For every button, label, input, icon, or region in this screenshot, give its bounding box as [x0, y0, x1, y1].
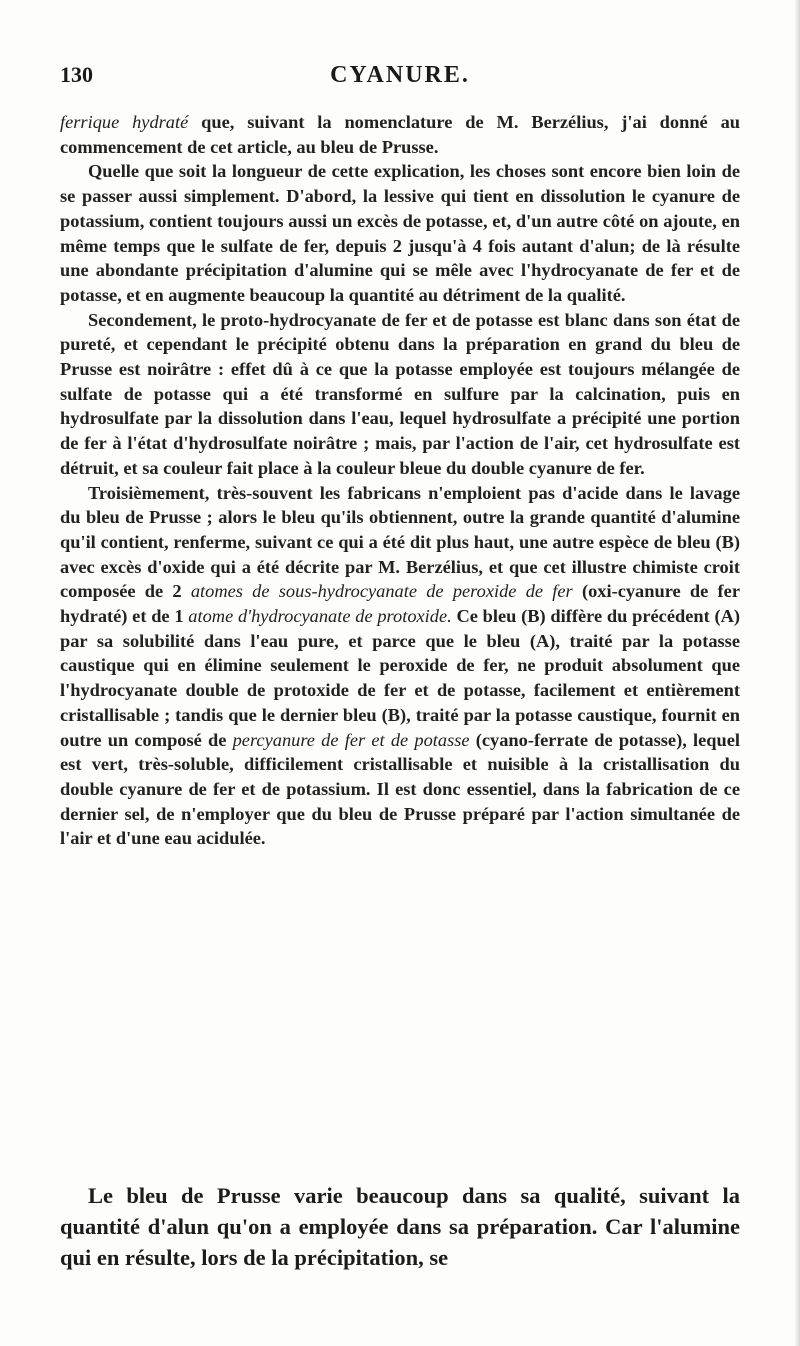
paragraph-text: (oxi-cyanure de fer hydraté) et de 1 [60, 581, 740, 627]
paragraph-2 [60, 159, 740, 307]
running-title: CYANURE. [330, 62, 470, 88]
page-number: 130 [60, 62, 93, 87]
italic-term: ferrique hydraté [60, 112, 189, 132]
paragraph-text: Troisièmement, très-souvent les fabricans n'emploient pas d'acide dans le lavage du bleu de Prusse ; alors le bleu qu'ils obtiennent, outre la grande quantité d'alumine qu'il contient, renferme, suivant ce qui a été dit plus haut, une autre espèce de bleu (B) avec excès d'oxide qui a été décrite par M. Berzélius, et que cet illustre chimiste croit composée de 2 [60, 482, 740, 602]
closing-paragraph: Le bleu de Prusse varie beaucoup dans sa qualité, suivant la quantité d'alun qu'on a employée dans sa préparation. Car l'alumine qui en résulte, lors de la précipitation, se [60, 1183, 740, 1270]
paragraph-text: Secondement, le proto-hydrocyanate de fer et de potasse est blanc dans son état de pureté, et cependant le précipité obtenu dans la préparation en grand du bleu de Prusse est noirâtre : effet dû à ce que la potasse employée est toujours mélangée de sulfate de potasse qui a été transformé en sulfure par la calcination, puis en hydrosulfate par la dissolution dans l'eau, lequel hydrosulfate a précipité une portion de fer à l'état d'hydrosulfate noirâtre ; mais, par l'action de l'air, cet hydrosulfate est détruit, et sa couleur fait place à la couleur bleue du double cyanure de fer. [60, 309, 740, 478]
paragraph-text: Quelle que soit la longueur de cette explication, les choses sont encore bien loin de se passer aussi simplement. D'abord, la lessive qui tient en dissolution le cyanure de potassium, contient toujours aussi un excès de potasse, et, d'un autre côté on ajoute, en même temps que le sulfate de fer, depuis 2 jusqu'à 4 fois autant d'alun; de là résulte une abondante précipitation d'alumine qui se mêle avec l'hydrocyanate de fer et de potasse, et en augmente beaucoup la quantité au détriment de la qualité. [60, 161, 740, 305]
body-text [60, 110, 740, 851]
italic-term: atome d'hydrocyanate de protoxide. [188, 606, 452, 627]
paragraph-4 [60, 481, 740, 852]
italic-term: percyanure de fer et de potasse [232, 729, 470, 750]
paragraph-text: (cyano-ferrate de potasse), lequel est vert, très-soluble, difficilement cristallisable et nuisible à la cristallisation du double cyanure de fer et de potassium. Il est donc essentiel, dans la fabrication de ce dernier sel, de n'employer que du bleu de Prusse préparé par l'action simultanée de l'air et d'une eau acidulée. [60, 729, 740, 849]
paragraph-1 [60, 110, 740, 159]
paragraph-text: Ce bleu (B) diffère du précédent (A) par sa solubilité dans l'eau pure, et parce que le bleu (A), traité par la potasse caustique qui en élimine seulement le peroxide de fer, ne produit absolument que l'hydrocyanate double de protoxide de fer et de potasse, facilement et entièrement cristallisable ; tandis que le dernier bleu (B), traité par la potasse caustique, fournit en outre un composé de [60, 606, 740, 750]
page-edge-shadow [794, 0, 800, 1346]
page-header [60, 62, 740, 96]
closing-text [60, 1180, 740, 1273]
paragraph-3 [60, 308, 740, 481]
italic-term: atomes de sous-hydrocyanate de peroxide de fer [190, 581, 573, 602]
paragraph-text: que, suivant la nomenclature de M. Berzélius, j'ai donné au commencement de cet article, au bleu de Prusse. [60, 112, 740, 157]
